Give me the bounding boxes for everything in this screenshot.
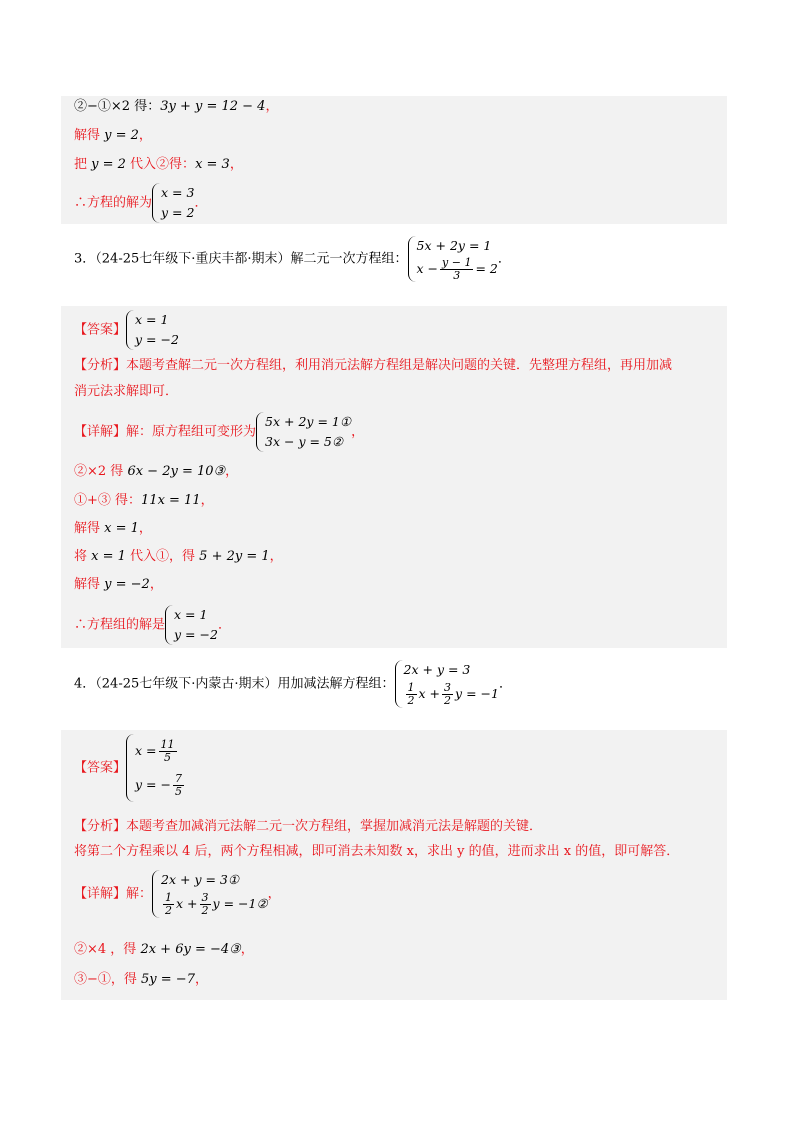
detail-line: 【详解】解：原方程组可变形为 5x + 2y = 1① 3x − y = 5② ，: [74, 412, 364, 452]
analysis-line: 将第二个方程乘以 4 后，两个方程相减，即可消去未知数 x，求出 y 的值，进而求出 x 的值，即可解答．: [74, 844, 680, 859]
step-line: 解得 y = −2，: [74, 577, 163, 592]
step-line: ③−①，得 5y = −7，: [74, 972, 208, 987]
step-line: 解得 x = 1，: [74, 521, 152, 536]
equation-system: 2x + y = 3 $\frac{1}{2}$ x + $\frac{3}{2}$ y = −1: [395, 660, 499, 708]
step-line: ②−①×2 得：3y + y = 12 − 4，: [74, 99, 279, 114]
equation-system: x = $\frac{11}{5}$ y = − $\frac{7}{5}$: [126, 734, 186, 802]
equation-system: x = 1 y = −2: [165, 605, 218, 645]
detail-line: 【详解】解： 2x + y = 3① $\frac{1}{2}$ x + $\frac{3}{2}$ y = −1② ，: [74, 872, 281, 917]
detail-tag: 【详解】: [74, 886, 127, 902]
analysis-tag: 【分析】: [74, 358, 127, 373]
analysis-line: 【分析】本题考查加减消元法解二元一次方程组，掌握加减消元法是解题的关键．: [74, 819, 543, 834]
answer-line: [74, 734, 186, 802]
step-line: 将 x = 1 代入①，得 5 + 2y = 1，: [74, 549, 283, 564]
detail-tag: 【详解】: [74, 424, 127, 440]
answer-tag: 【答案】: [74, 760, 127, 776]
solution-line: ∴方程组的解是 x = 1 y = −2 ．: [74, 605, 231, 645]
step-line: ②×4 ，得 2x + 6y = −4③，: [74, 942, 254, 957]
equation-system: 5x + 2y = 1① 3x − y = 5②: [256, 412, 351, 452]
equation-system: x = 3 y = 2: [152, 183, 194, 223]
analysis-line: 消元法求解即可．: [74, 384, 179, 399]
analysis-line: 【分析】本题考查解二元一次方程组，利用消元法解方程组是解决问题的关键．先整理方程组，再用加减: [74, 358, 673, 373]
answer-line: [74, 310, 179, 350]
equation-system: 5x + 2y = 1 x − $\frac{y - 1}{3}$ = 2: [408, 236, 498, 282]
question-4: 4．（24-25七年级下·内蒙古·期末）用加减法解方程组： 2x + y = 3 $\frac{1}{2}$ x + $\frac{3}{2}$ y = −1 ．: [74, 662, 512, 707]
analysis-tag: 【分析】: [74, 819, 127, 834]
step-line: 解得 y = 2，: [74, 128, 152, 143]
step-line: ②×2 得 6x − 2y = 10③，: [74, 464, 239, 479]
question-3: 3．（24-25七年级下·重庆丰都·期末）解二元一次方程组： 5x + 2y = 1 x − $\frac{y - 1}{3}$ = 2 ．: [74, 238, 511, 282]
equation-system: x = 1 y = −2: [126, 310, 179, 350]
step-line: ①+③ 得：11x = 11，: [74, 493, 214, 508]
step-line: 把 y = 2 代入②得：x = 3，: [74, 157, 243, 172]
answer-tag: 【答案】: [74, 322, 127, 338]
solution-line: ∴方程的解为 x = 3 y = 2 ．: [74, 183, 207, 223]
equation-system: 2x + y = 3① $\frac{1}{2}$ x + $\frac{3}{2}$ y = −1②: [152, 870, 268, 918]
